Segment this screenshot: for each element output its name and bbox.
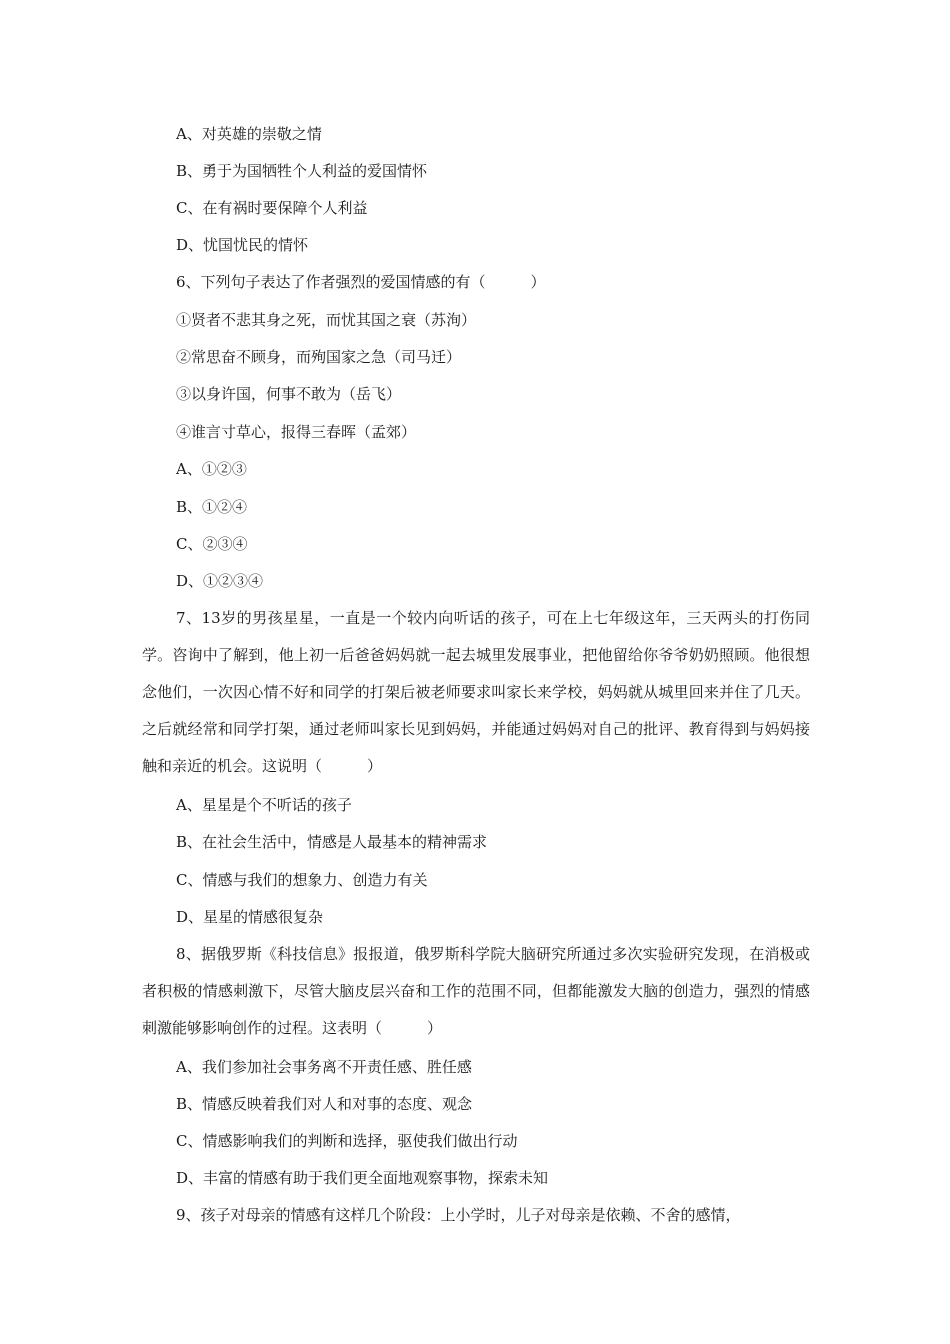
- q6-sentence-3: ③以身许国，何事不敢为（岳飞）: [176, 385, 402, 403]
- q7-option-b: B、在社会生活中，情感是人最基本的精神需求: [176, 833, 488, 851]
- q6-option-a: A、①②③: [176, 460, 247, 478]
- q7-option-c: C、情感与我们的想象力、创造力有关: [176, 871, 428, 889]
- q6-sentence-2: ②常思奋不顾身，而殉国家之急（司马迁）: [176, 348, 462, 366]
- q5-option-b: B、勇于为国牺牲个人利益的爱国情怀: [176, 162, 428, 180]
- q6-option-b: B、①②④: [176, 498, 248, 516]
- q8-option-d: D、丰富的情感有助于我们更全面地观察事物，探索未知: [176, 1169, 549, 1187]
- q6-option-d: D、①②③④: [176, 572, 264, 590]
- q8-option-a: A、我们参加社会事务离不开责任感、胜任感: [176, 1058, 472, 1076]
- q7-option-d: D、星星的情感很复杂: [176, 908, 324, 926]
- q8-option-c: C、情感影响我们的判断和选择，驱使我们做出行动: [176, 1132, 518, 1150]
- q8-stem: 8、据俄罗斯《科技信息》报报道，俄罗斯科学院大脑研究所通过多次实验研究发现，在消极或者积极的情感刺激下，尽管大脑皮层兴奋和工作的范围不同，但都能激发大脑的创造力，强烈的情感刺激能够影响创作的过程。这表明（ ）: [142, 945, 810, 1037]
- q6-stem: 6、下列句子表达了作者强烈的爱国情感的有（ ）: [176, 273, 546, 291]
- q7-option-a: A、星星是个不听话的孩子: [176, 796, 352, 814]
- q8-option-b: B、情感反映着我们对人和对事的态度、观念: [176, 1095, 473, 1113]
- q5-option-d: D、忧国忧民的情怀: [176, 236, 309, 254]
- q7-stem: 7、13岁的男孩星星，一直是一个较内向听话的孩子，可在上七年级这年，三天两头的打伤同学。咨询中了解到，他上初一后爸爸妈妈就一起去城里发展事业，把他留给你爷爷奶奶照顾。他很想念他们，一次因心情不好和同学的打架后被老师要求叫家长来学校，妈妈就从城里回来并住了几天。之后就经常和同学打架，通过老师叫家长见到妈妈，并能通过妈妈对自己的批评、教育得到与妈妈接触和亲近的机会。这说明（ ）: [142, 609, 810, 775]
- q5-option-a: A、对英雄的崇敬之情: [176, 125, 322, 143]
- q9-stem: 9、孩子对母亲的情感有这样几个阶段：上小学时，儿子对母亲是依赖、不舍的感情，: [176, 1206, 741, 1224]
- q6-sentence-4: ④谁言寸草心，报得三春晖（孟郊）: [176, 423, 417, 441]
- q6-option-c: C、②③④: [176, 535, 248, 553]
- q5-option-c: C、在有祸时要保障个人利益: [176, 199, 368, 217]
- q6-sentence-1: ①贤者不悲其身之死，而忧其国之衰（苏洵）: [176, 311, 477, 329]
